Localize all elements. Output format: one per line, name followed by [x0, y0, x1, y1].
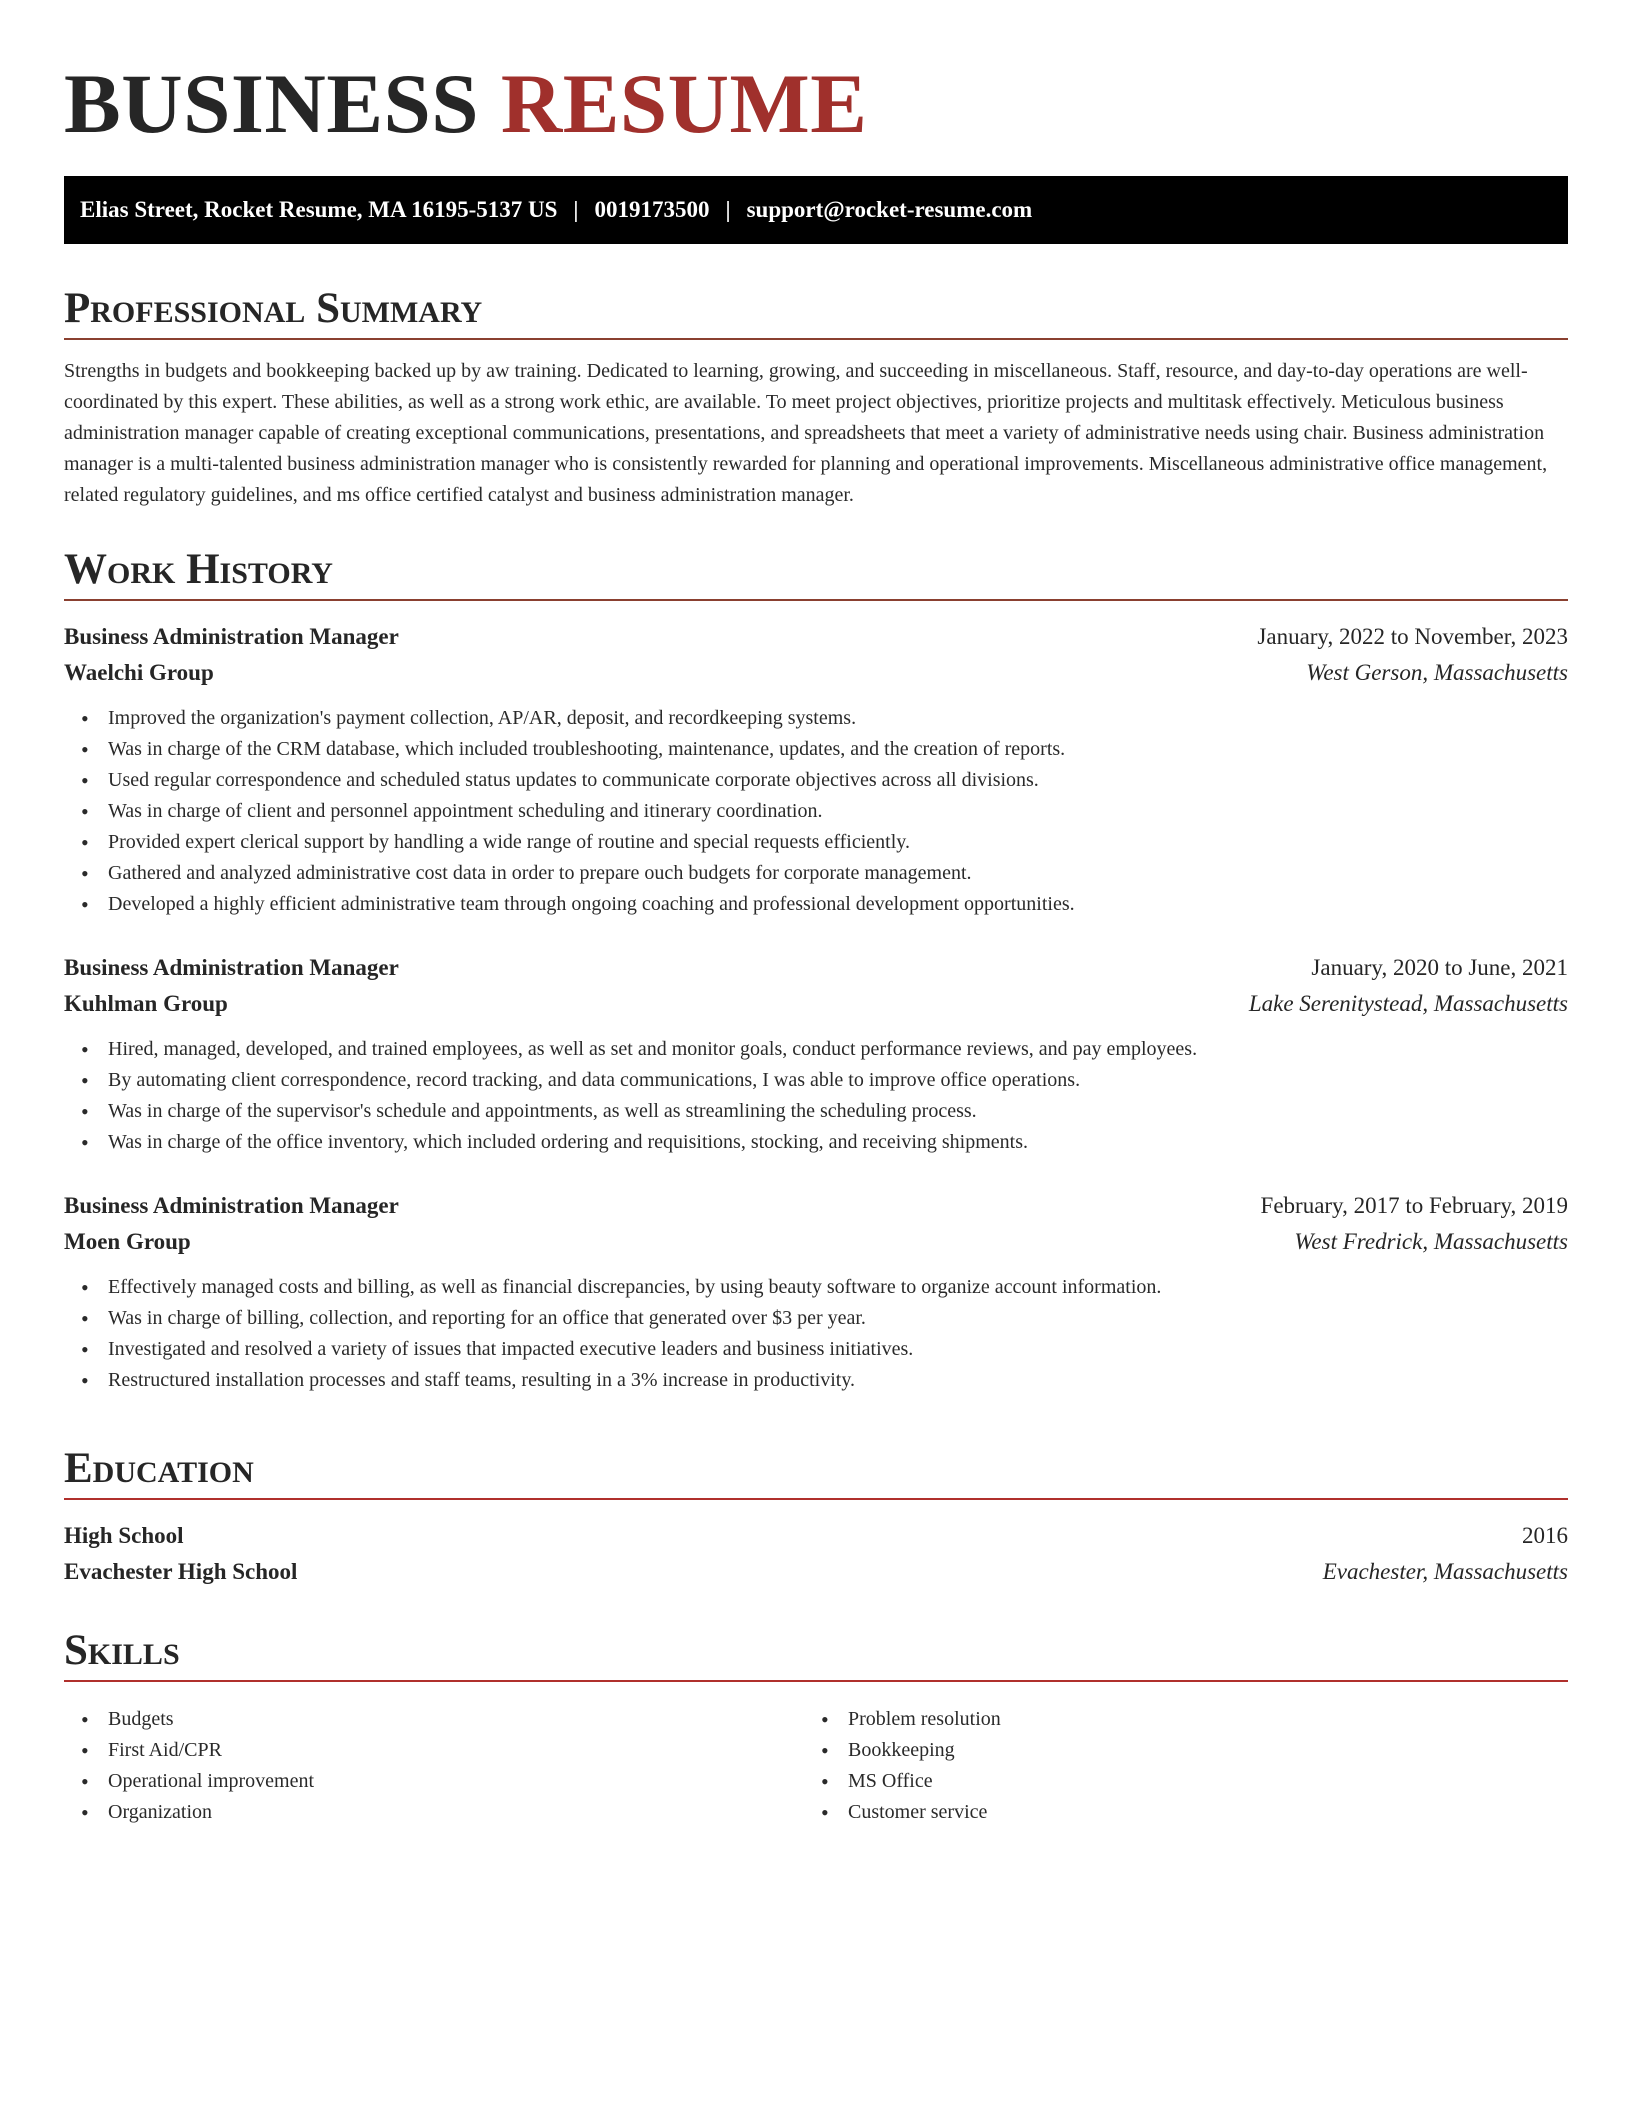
title-part-2: RESUME: [500, 57, 868, 151]
skill-item: • Organization: [64, 1797, 804, 1828]
job-location: Lake Serenitystead, Massachusetts: [1248, 991, 1568, 1016]
job-bullet: • Gathered and analyzed administrative cost data in order to prepare ouch budgets for corporate management.: [64, 858, 1568, 889]
education-year: 2016: [1522, 1523, 1568, 1548]
job-bullet: • Developed a highly efficient administrative team through ongoing coaching and professional development opportunities.: [64, 889, 1568, 920]
skill-item: • Budgets: [64, 1704, 804, 1735]
job-bullet: • Was in charge of the supervisor's schedule and appointments, as well as streamlining the scheduling process.: [64, 1096, 1568, 1127]
job-bullets: [64, 1272, 1568, 1396]
work-history-section: [64, 543, 1568, 1396]
skill-item: • Bookkeeping: [804, 1735, 1544, 1766]
job-bullet: • Used regular correspondence and scheduled status updates to communicate corporate objectives across all divisions.: [64, 765, 1568, 796]
work-history-heading: Work History: [64, 543, 1568, 601]
skill-item: • Problem resolution: [804, 1704, 1544, 1735]
title-part-1: BUSINESS: [64, 57, 480, 151]
education-location: Evachester, Massachusetts: [1322, 1559, 1568, 1584]
skills-list-left: [64, 1704, 804, 1828]
job-bullet: • Provided expert clerical support by handling a wide range of routine and special requests efficiently.: [64, 827, 1568, 858]
job-entry: [64, 619, 1568, 920]
job-company: Moen Group: [64, 1229, 191, 1254]
job-bullet: • Was in charge of billing, collection, and reporting for an office that generated over $3 per year.: [64, 1303, 1568, 1334]
education-heading: Education: [64, 1442, 1568, 1500]
summary-text: Strengths in budgets and bookkeeping backed up by aw training. Dedicated to learning, growing, and succeeding in miscellaneous. Staff, resource, and day-to-day operations are well-coordinated by this expert. These abilities, as well as a strong work ethic, are available. To meet project objectives, prioritize projects and multitask effectively. Meticulous business administration manager capable of creating exceptional communications, presentations, and spreadsheets that meet a variety of administrative needs using chair. Business administration manager is a multi-talented business administration manager who is consistently rewarded for planning and operational improvements. Miscellaneous administrative office management, related regulatory guidelines, and ms office certified catalyst and business administration manager.: [64, 360, 1548, 506]
education-degree: High School: [64, 1523, 184, 1548]
skills-list-right: [804, 1704, 1544, 1828]
contact-bar: [64, 176, 1568, 244]
resume-title: [64, 56, 867, 152]
skill-item: • First Aid/CPR: [64, 1735, 804, 1766]
job-bullets: [64, 703, 1568, 920]
education-school: Evachester High School: [64, 1559, 298, 1584]
job-entry: [64, 1188, 1568, 1396]
job-bullet: • Investigated and resolved a variety of issues that impacted executive leaders and business initiatives.: [64, 1334, 1568, 1365]
contact-separator: |: [725, 197, 731, 222]
job-dates: January, 2022 to November, 2023: [1257, 624, 1568, 649]
contact-separator: |: [573, 197, 579, 222]
job-dates: January, 2020 to June, 2021: [1311, 955, 1568, 980]
contact-address: Elias Street, Rocket Resume, MA 16195-5137 US: [80, 197, 558, 222]
skills-columns: [64, 1692, 1568, 1828]
job-bullet: • Was in charge of the CRM database, which included troubleshooting, maintenance, updates, and the creation of reports.: [64, 734, 1568, 765]
job-bullet: • Improved the organization's payment collection, AP/AR, deposit, and recordkeeping systems.: [64, 703, 1568, 734]
job-bullets: [64, 1034, 1568, 1158]
job-dates: February, 2017 to February, 2019: [1260, 1193, 1568, 1218]
education-entry: [64, 1518, 1568, 1590]
job-bullet: • Hired, managed, developed, and trained employees, as well as set and monitor goals, conduct performance reviews, and pay employees.: [64, 1034, 1568, 1065]
job-location: West Gerson, Massachusetts: [1306, 660, 1568, 685]
job-company: Kuhlman Group: [64, 991, 228, 1016]
skill-item: • MS Office: [804, 1766, 1544, 1797]
job-bullet: • Was in charge of the office inventory, which included ordering and requisitions, stocking, and receiving shipments.: [64, 1127, 1568, 1158]
job-bullet: • By automating client correspondence, record tracking, and data communications, I was able to improve office operations.: [64, 1065, 1568, 1096]
job-company: Waelchi Group: [64, 660, 214, 685]
contact-email[interactable]: support@rocket-resume.com: [746, 197, 1033, 222]
job-bullet: • Was in charge of client and personnel appointment scheduling and itinerary coordination.: [64, 796, 1568, 827]
skill-item: • Customer service: [804, 1797, 1544, 1828]
job-bullet: • Restructured installation processes and staff teams, resulting in a 3% increase in productivity.: [64, 1365, 1568, 1396]
job-bullet: • Effectively managed costs and billing, as well as financial discrepancies, by using beauty software to organize account information.: [64, 1272, 1568, 1303]
skills-heading: Skills: [64, 1624, 1568, 1682]
job-location: West Fredrick, Massachusetts: [1294, 1229, 1568, 1254]
contact-phone[interactable]: 0019173500: [594, 197, 710, 222]
job-title: Business Administration Manager: [64, 955, 399, 980]
education-section: [64, 1442, 1568, 1590]
skills-section: [64, 1624, 1568, 1828]
summary-heading: Professional Summary: [64, 282, 1568, 340]
job-entry: [64, 950, 1568, 1158]
summary-section: [64, 282, 1568, 511]
job-title: Business Administration Manager: [64, 624, 399, 649]
job-title: Business Administration Manager: [64, 1193, 399, 1218]
skill-item: • Operational improvement: [64, 1766, 804, 1797]
